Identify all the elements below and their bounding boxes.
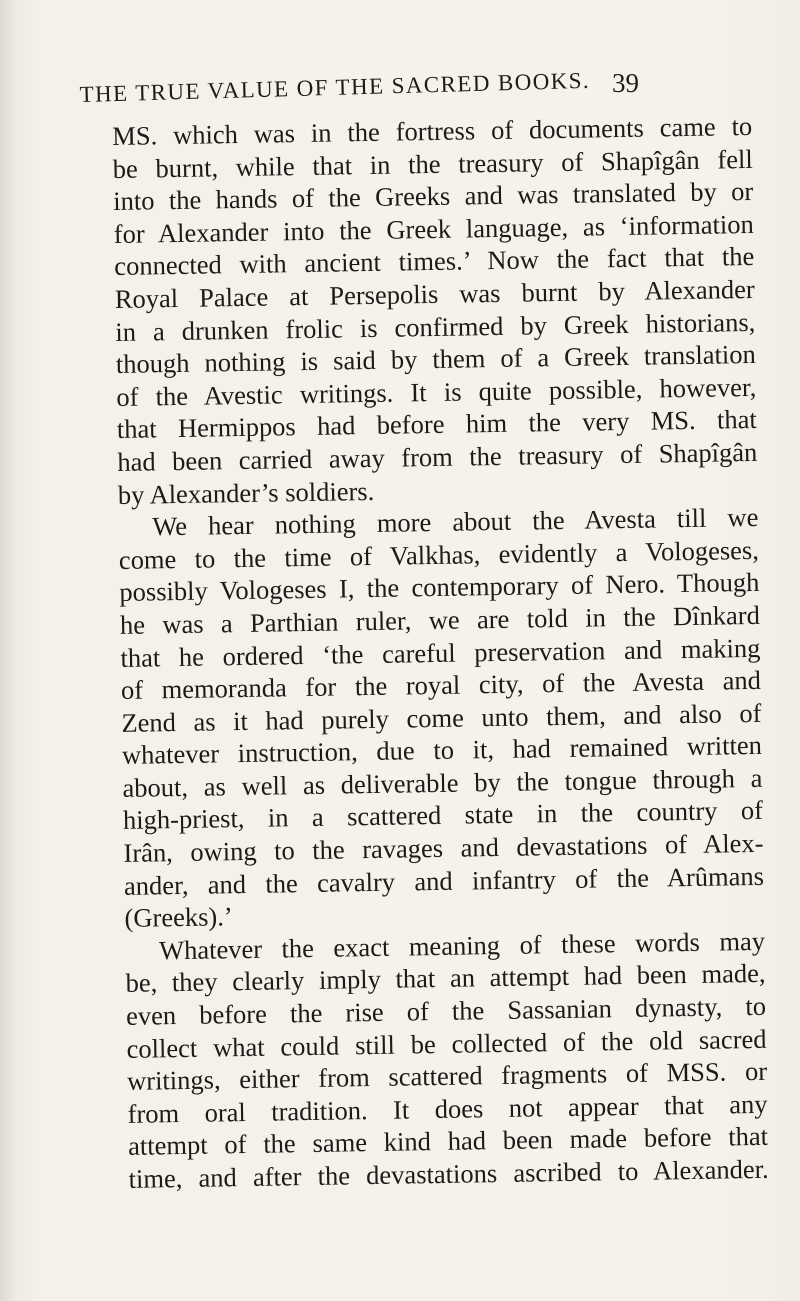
text-line: writings, either from scattered fragments of MSS. or: [126, 1056, 768, 1097]
text-line: be, they clearly imply that an attempt had been made,: [125, 958, 766, 999]
text-line: possibly Vologeses I, the contemporary of Nero. Though: [119, 567, 760, 608]
text-line: from oral tradition. It does not appear that any: [127, 1088, 768, 1129]
text-line: by Alexander’s soldiers.: [117, 475, 375, 510]
text-line: high-priest, in a scattered state in the country of: [122, 795, 764, 836]
text-line: that Hermippos had before him the very MS. that: [116, 404, 758, 445]
paragraph-start-line: Whatever the exact meaning of these words may: [158, 925, 766, 966]
page-number: 39: [612, 68, 639, 98]
paragraph-start-line: We hear nothing more about the Avesta till we: [152, 502, 759, 542]
text-line: Irân, owing to the ravages and devastations of Alex-: [123, 827, 764, 868]
text-line: of the Avestic writings. It is quite possible, however,: [116, 371, 757, 412]
text-line: (Greeks).’: [124, 901, 233, 934]
text-line: of memoranda for the royal city, of the Avesta and: [120, 664, 762, 706]
text-line: time, and after the devastations ascribed to Alexander.: [128, 1153, 769, 1194]
text-line: into the hands of the Greeks and was translated by or: [113, 176, 754, 217]
text-line: even before the rise of the Sassanian dynasty, to: [125, 990, 767, 1031]
text-line: connected with ancient times.’ Now the fact that the: [114, 241, 755, 282]
text-line: had been carried away from the treasury of Shapîgân: [117, 436, 758, 477]
text-line: whatever instruction, due to it, had remained written: [121, 730, 763, 771]
text-line: Royal Palace at Persepolis was burnt by Alexander: [114, 273, 755, 314]
text-line: be burnt, while that in the treasury of Shapîgân fell: [112, 143, 753, 184]
page-header: [80, 60, 652, 110]
gutter-shadow: [0, 0, 18, 1301]
text-line: Zend as it had purely come unto them, and also of: [121, 697, 762, 738]
text-line: though nothing is said by them of a Greek translation: [115, 339, 756, 380]
text-line: MS. which was in the fortress of documents came to: [112, 110, 753, 151]
text-line: that he ordered ‘the careful preservation and making: [120, 632, 761, 673]
text-line: about, as well as deliverable by the tongue through a: [122, 762, 763, 803]
text-line: attempt of the same kind had been made before that: [127, 1121, 769, 1162]
text-line: ander, and the cavalry and infantry of the Arûmans: [123, 860, 765, 901]
text-line: collect what could still be collected of the old sacred: [126, 1023, 767, 1064]
text-line: in a drunken frolic is confirmed by Greek historians,: [115, 306, 756, 347]
text-line: for Alexander into the Greek language, as ‘information: [113, 208, 754, 249]
running-head: THE TRUE VALUE OF THE SACRED BOOKS.: [79, 67, 591, 108]
text-line: come to the time of Valkhas, evidently a Vologeses,: [118, 534, 760, 575]
text-line: he was a Parthian ruler, we are told in the Dînkard: [119, 599, 761, 640]
body-text: [112, 110, 769, 1196]
